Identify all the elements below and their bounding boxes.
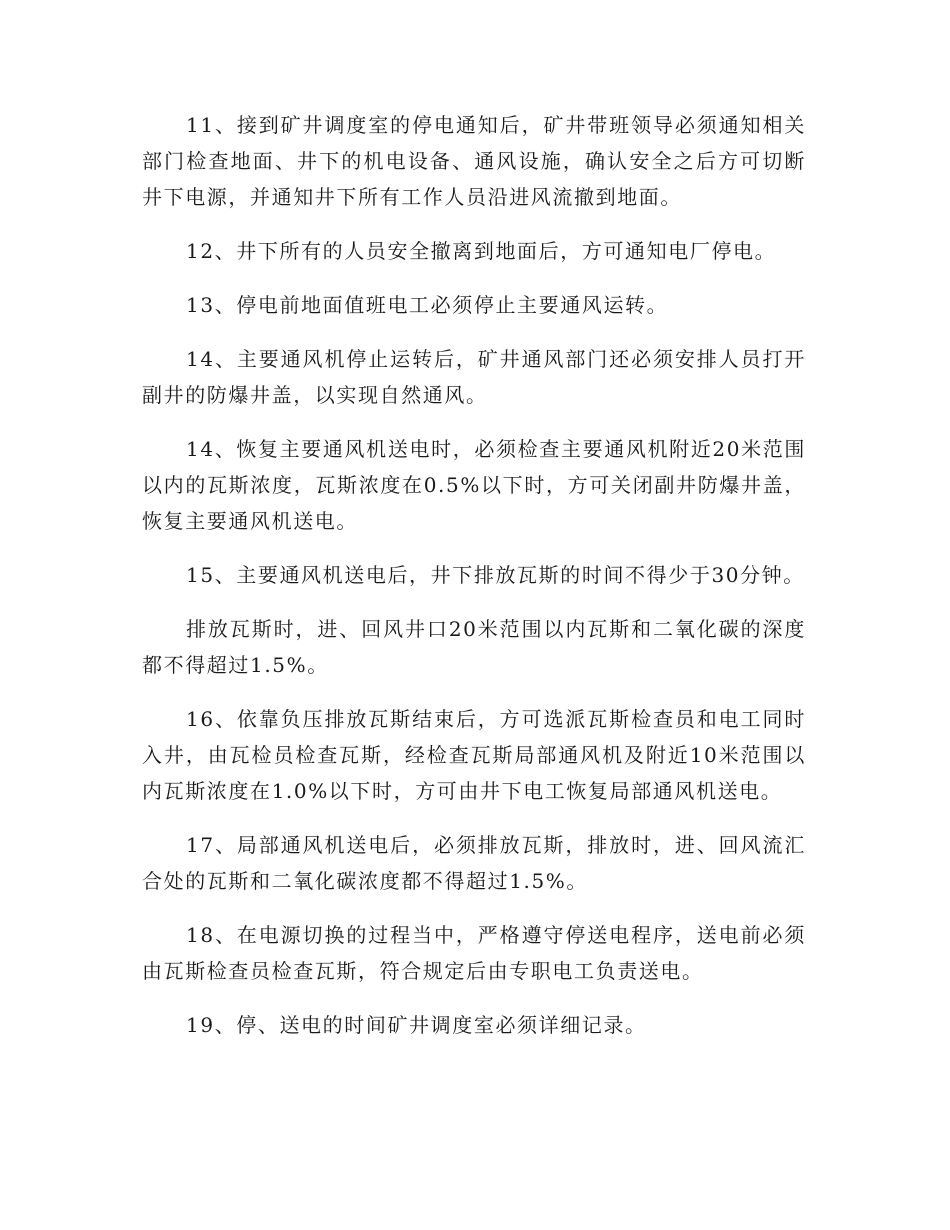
paragraph-item-18: 18、在电源切换的过程当中，严格遵守停送电程序，送电前必须由瓦斯检查员检查瓦斯，符合规定后由专职电工负责送电。 [142, 923, 806, 983]
document-page [142, 107, 806, 1061]
paragraph-item-14b: 14、恢复主要通风机送电时，必须检查主要通风机附近20米范围以内的瓦斯浓度，瓦斯浓度在0.5%以下时，方可关闭副井防爆井盖，恢复主要通风机送电。 [142, 437, 806, 533]
paragraph-gas-discharge: 排放瓦斯时，进、回风井口20米范围以内瓦斯和二氧化碳的深度都不得超过1.5%。 [142, 617, 806, 677]
paragraph-item-12: 12、井下所有的人员安全撤离到地面后，方可通知电厂停电。 [186, 239, 777, 263]
paragraph-item-11: 11、接到矿井调度室的停电通知后，矿井带班领导必须通知相关部门检查地面、井下的机电设备、通风设施，确认安全之后方可切断井下电源，并通知井下所有工作人员沿进风流撤到地面。 [142, 113, 806, 209]
paragraph-item-15: 15、主要通风机送电后，井下排放瓦斯的时间不得少于30分钟。 [186, 563, 805, 587]
paragraph-item-16: 16、依靠负压排放瓦斯结束后，方可选派瓦斯检查员和电工同时入井，由瓦检员检查瓦斯，经检查瓦斯局部通风机及附近10米范围以内瓦斯浓度在1.0%以下时，方可由井下电工恢复局部通风机送电。 [142, 707, 806, 803]
paragraph-item-14a: 14、主要通风机停止运转后，矿井通风部门还必须安排人员打开副井的防爆井盖，以实现自然通风。 [142, 347, 806, 407]
paragraph-item-17: 17、局部通风机送电后，必须排放瓦斯，排放时，进、回风流汇合处的瓦斯和二氧化碳浓度都不得超过1.5%。 [142, 833, 806, 893]
paragraph-item-19: 19、停、送电的时间矿井调度室必须详细记录。 [186, 1013, 647, 1037]
paragraph-item-13: 13、停电前地面值班电工必须停止主要通风运转。 [186, 293, 669, 317]
